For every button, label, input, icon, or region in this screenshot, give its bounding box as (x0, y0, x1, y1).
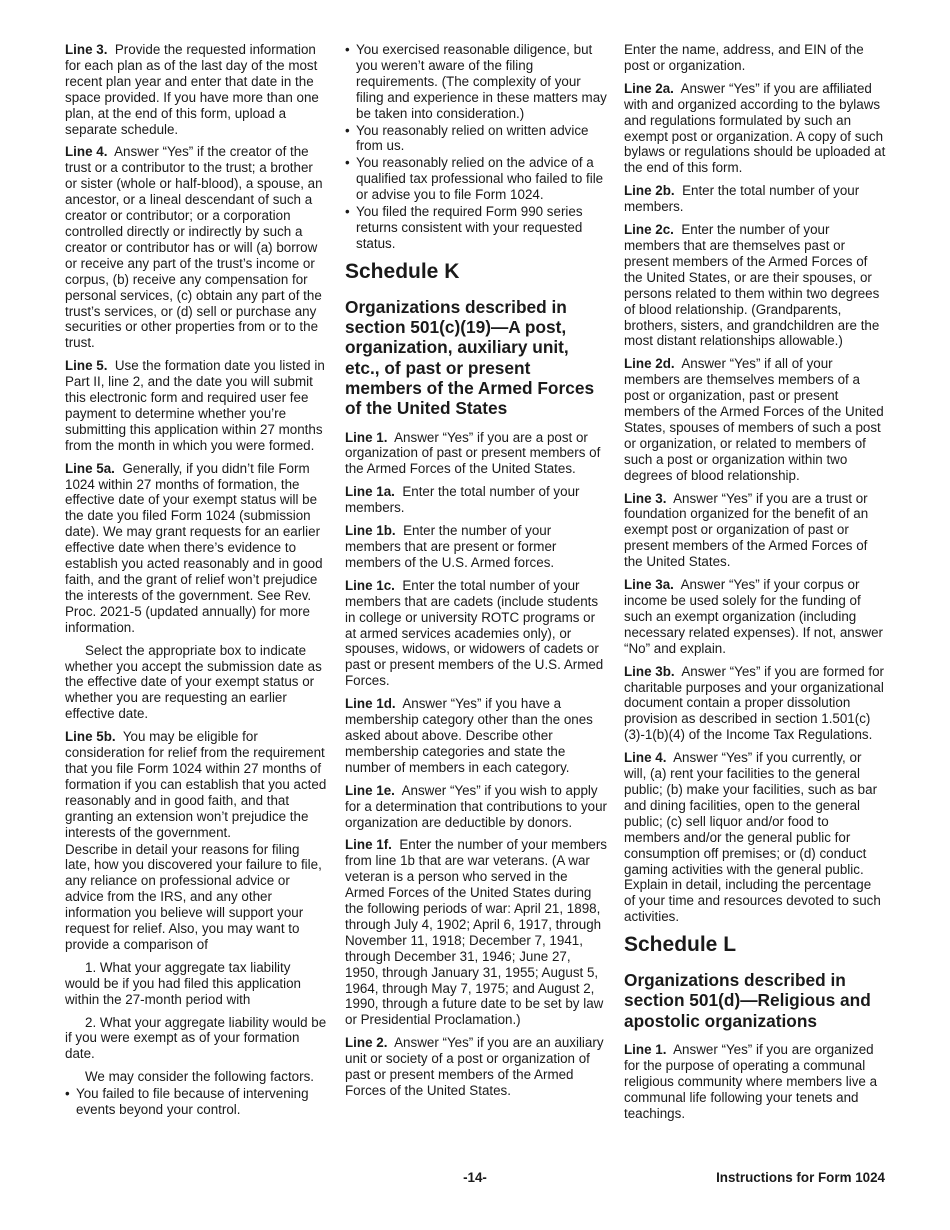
factors-para: We may consider the following factors. (85, 1069, 314, 1085)
line-4-para: Line 4. Answer “Yes” if the creator of the trust or a contributor to the trust; a brother or sister (whole or half-blood), a spouse, an ancestor, or a lineal descendant of such a creator or contributor; or a corporation controlled directly or indirectly by such a creator or contributor has or will (a) borrow or receive any part of the trust’s income or corpus, (b) receive any compensation for personal services, (c) obtain any part of the trust’s services, or (d) sell or purchase any securities or other properties from or to the trust. (65, 144, 323, 351)
schedule-l-subheading: Organizations described in section 501(d)—Religious and apostolic organizations (624, 970, 871, 1031)
k-line-1b-para: Line 1b. Enter the number of your members that are present or former members of the U.S. Armed forces. (345, 523, 557, 570)
schedule-k-heading: Schedule K (345, 259, 460, 283)
k-line-1a-para: Line 1a. Enter the total number of your members. (345, 484, 580, 516)
k-line-1d-para: Line 1d. Answer “Yes” if you have a membership category other than the ones asked about above. Describe other membership categories and state the number of members in each category. (345, 696, 593, 775)
comparison-item-1: 1. What your aggregate tax liability would be if you had filed this application within the 27-month period with (65, 959, 301, 1007)
page-number: -14- (463, 1170, 487, 1185)
line-3-para: Line 3. Provide the requested information for each plan as of the last day of the most recent plan year and enter that date in the space provided. If you have more than one plan, at the end of this form, upload a separate schedule. (65, 42, 319, 137)
k-line-2c-para: Line 2c. Enter the number of your members that are themselves past or present members of the Armed Forces of the United States, or are their spouses, or persons related to them within two degrees of blood relationship. (Grandparents, brothers, sisters, and grandchildren are the most distant relationships allowable.) (624, 222, 880, 349)
k-line-1c-para: Line 1c. Enter the total number of your members that are cadets (include students in college or university ROTC programs or at armed services academies only), or spouses, widows, or widowers of cadets or past or present members of the U.S. Armed Forces. (345, 577, 604, 689)
factor-bullet-1: • You failed to file because of intervening events beyond your control. (65, 1086, 309, 1118)
factor-bullet-3: • You reasonably relied on written advice from us. (345, 122, 589, 154)
k-line-1-para: Line 1. Answer “Yes” if you are a post or organization of past or present members of the Armed Forces of the United States. (345, 429, 601, 477)
k-line-3-para: Line 3. Answer “Yes” if you are a trust or foundation organized for the benefit of an exempt post or organization of past or present members of the Armed Forces of the United States. (624, 490, 869, 570)
bullet-icon: • (345, 122, 350, 138)
bullet-icon: • (345, 42, 350, 57)
bullet-icon: • (345, 155, 350, 171)
k-line-2-para: Line 2. Answer “Yes” if you are an auxiliary unit or society of a post or organization of past or present members of the Armed Forces of the United States. (345, 1035, 604, 1098)
bullet-icon: • (65, 1086, 70, 1102)
footer-title: Instructions for Form 1024 (716, 1170, 885, 1185)
enter-ein-para: Enter the name, address, and EIN of the post or organization. (624, 42, 864, 73)
k-line-1f-para: Line 1f. Enter the number of your members from line 1b that are war veterans. (A war veteran is a person who served in the Armed Forces of the United States during the following periods of war: April 21, 1898, through July 4, 1902; April 6, 1917, through November 11, 1918; December 7, 1941, through December 31, 1946; June 27, 1950, through January 31, 1955; August 5, 1964, through May 7, 1975; and August 2, 1990, through a future date to be set by law or Presidential Proclamation.) (345, 837, 607, 1028)
k-line-1e-para: Line 1e. Answer “Yes” if you wish to apply for a determination that contributions to your organization are deductible by donors. (345, 782, 608, 830)
factor-bullet-4: • You reasonably relied on the advice of a qualified tax professional who failed to file or advise you to file Form 1024. (345, 155, 604, 203)
line-5b-para: Line 5b. You may be eligible for consideration for relief from the requirement that you file Form 1024 within 27 months of formation if you can establish that you acted reasonably and in good faith, and that granting an extension won’t prejudice the interests of the government. (65, 729, 327, 840)
factor-bullet-2: • You exercised reasonable diligence, but you weren’t aware of the filing requirements. (The complexity of your filing and experience in these matters may be taken into consideration.) (345, 42, 607, 121)
line-5a-para-2: Select the appropriate box to indicate whether you accept the submission date as the effective date of your exempt status or whether you are requesting an earlier effective date. (65, 642, 322, 722)
k-line-3a-para: Line 3a. Answer “Yes” if your corpus or income be used solely for the funding of such an exempt organization (including necessary related expenses). If not, answer “No” and explain. (624, 577, 884, 656)
column-3 (624, 42, 886, 1129)
comparison-item-2: 2. What your aggregate liability would be if you were exempt as of your formation date. (65, 1014, 327, 1062)
schedule-k-subheading: Organizations described in section 501(c)(19)—A post, organization, auxiliary unit, etc., of past or present members of the Armed Forces of the United States (345, 296, 595, 419)
k-line-3b-para: Line 3b. Answer “Yes” if you are formed for charitable purposes and your organizational document contain a proper dissolution provision as described in section 1.501(c)(3)-1(b)(4) of the Income Tax Regulations. (624, 663, 884, 743)
column-1 (65, 42, 327, 1119)
factor-bullet-5: • You filed the required Form 990 series returns consistent with your requested status. (345, 204, 583, 251)
k-line-2d-para: Line 2d. Answer “Yes” if all of your members are themselves members of a post or organization, past or present members of the Armed Forces of the United States, spouses of members of such a post or organization, or related to members of such a post or organization within two degrees of blood relationship. (624, 356, 884, 483)
k-line-4-para: Line 4. Answer “Yes” if you currently, or will, (a) rent your facilities to the general public; (b) make your facilities, such as bar and dining facilities, open to the general public; (c) sell liquor and/or food to members and/or the general public for consumption off premises; or (d) conduct gaming activities with the general public. Explain in detail, including the percentage of your time and resources devoted to such activities. (624, 750, 881, 925)
k-line-2a-para: Line 2a. Answer “Yes” if you are affiliated with and organized according to the bylaws and regulations formulated by such an exempt post or organization. A copy of such bylaws or regulations should be uploaded at the end of this form. (624, 80, 886, 176)
l-line-1-para: Line 1. Answer “Yes” if you are organized for the purpose of operating a communal religious community where members live a communal life following your tenets and teachings. (624, 1042, 878, 1121)
line-5-para: Line 5. Use the formation date you listed in Part II, line 2, and the date you will submit this electronic form and required user fee payment to determine whether you’re submitting this application within 27 months from the month in which you were formed. (65, 358, 325, 453)
describe-para: Describe in detail your reasons for filing late, how you discovered your failure to file, any reliance on professional advice or advice from the IRS, and any other information you believe will support your request for relief. Also, you may want to provide a comparison of (65, 841, 322, 952)
bullet-icon: • (345, 204, 350, 220)
k-line-2b-para: Line 2b. Enter the total number of your members. (624, 183, 860, 215)
schedule-l-heading: Schedule L (624, 933, 737, 957)
column-2 (345, 42, 607, 1106)
line-5a-para: Line 5a. Generally, if you didn’t file Form 1024 within 27 months of formation, the effective date of your exempt status will be the date you filed Form 1024 (submission date). We may grant requests for an earlier effective date when there’s evidence to establish you acted reasonably and in good faith, and the grant of relief won’t prejudice the interests of the government. See Rev. Proc. 2021-5 (updated annually) for more information. (65, 460, 323, 635)
